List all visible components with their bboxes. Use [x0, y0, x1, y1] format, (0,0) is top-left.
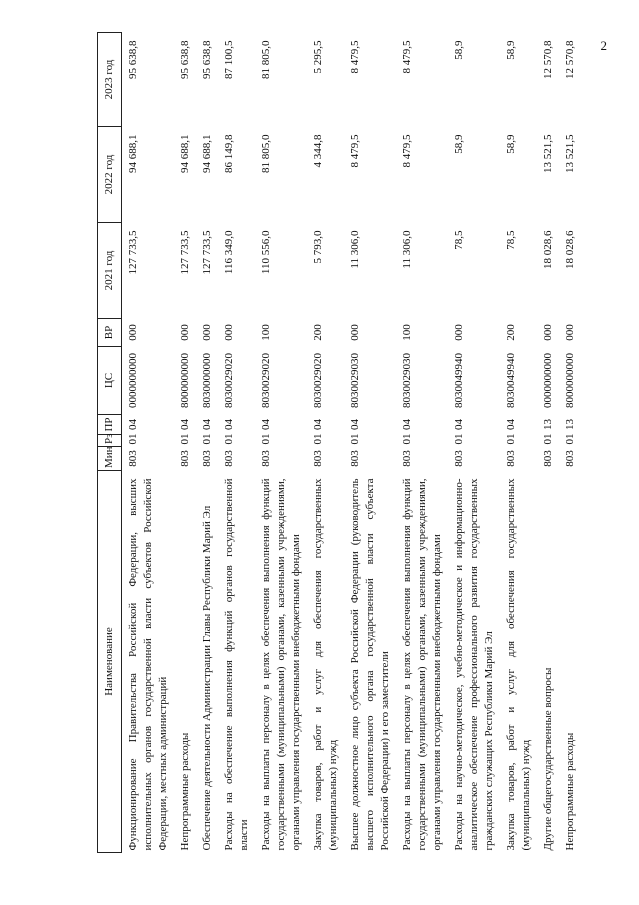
row-rz: 01 [349, 433, 361, 445]
row-pr: 13 [542, 419, 554, 430]
row-2023: 12 570,8 [542, 40, 554, 79]
row-vr: 100 [260, 324, 272, 341]
row-2021: 116 349,0 [223, 230, 235, 275]
row-pr: 04 [127, 419, 139, 430]
table-row [500, 33, 537, 853]
table-row [174, 33, 196, 853]
header-row [98, 33, 122, 853]
row-min: 803 [260, 450, 272, 467]
header-min: Мин [98, 447, 122, 471]
row-2023: 8 479,5 [401, 40, 413, 74]
row-2022: 13 521,5 [564, 134, 576, 173]
header-2021: 2021 год [98, 223, 122, 319]
page-number: 2 [600, 38, 607, 53]
row-rz: 01 [127, 433, 139, 445]
row-rz: 01 [564, 433, 576, 445]
table-row [559, 33, 581, 853]
row-2023: 81 805,0 [260, 40, 272, 79]
row-2022: 81 805,0 [260, 134, 272, 173]
row-name: Расходы на выплаты персоналу в целях обеспечения выполнения функций государственными (муниципальными) органами, казенными учреждениями, органами управления государственными внебюджетными фондами [401, 478, 443, 851]
row-min: 803 [223, 450, 235, 467]
row-2021: 127 733,5 [179, 230, 191, 275]
row-min: 803 [542, 450, 554, 467]
table-row [344, 33, 396, 853]
row-vr: 000 [349, 324, 361, 341]
row-2022: 8 479,5 [401, 134, 413, 168]
row-rz: 01 [542, 433, 554, 445]
header-name: Наименование [98, 471, 122, 853]
row-2022: 58,9 [505, 134, 517, 154]
row-min: 803 [127, 450, 139, 467]
row-2021: 11 306,0 [349, 230, 361, 269]
row-vr: 000 [179, 324, 191, 341]
row-cs: 8030000000 [201, 353, 213, 408]
table-header [98, 33, 122, 853]
header-rz: Рз [98, 435, 122, 447]
row-rz: 01 [505, 433, 517, 445]
row-cs: 8030029020 [312, 353, 324, 408]
row-2022: 8 479,5 [349, 134, 361, 168]
row-name: Непрограммные расходы [179, 732, 191, 851]
row-cs: 8000000000 [179, 353, 191, 408]
row-cs: 8030029030 [349, 353, 361, 408]
row-min: 803 [201, 450, 213, 467]
row-name: Другие общегосударственные вопросы [542, 667, 554, 851]
row-2023: 58,9 [453, 40, 465, 60]
row-pr: 04 [453, 419, 465, 430]
row-vr: 000 [564, 324, 576, 341]
row-name: Обеспечение деятельности Администрации Главы Республики Марий Эл [201, 505, 213, 851]
row-2022: 58,9 [453, 134, 465, 154]
header-2022: 2022 год [98, 127, 122, 223]
row-2023: 95 638,8 [127, 40, 139, 79]
header-2023: 2023 год [98, 33, 122, 127]
row-rz: 01 [312, 433, 324, 445]
row-cs: 8030029020 [260, 353, 272, 408]
row-pr: 04 [223, 419, 235, 430]
table-row [122, 33, 175, 853]
row-rz: 01 [223, 433, 235, 445]
row-2023: 58,9 [505, 40, 517, 60]
budget-table [97, 32, 581, 853]
row-min: 803 [401, 450, 413, 467]
row-2021: 11 306,0 [401, 230, 413, 269]
row-cs: 8030029020 [223, 353, 235, 408]
row-cs: 0000000000 [542, 353, 554, 408]
row-2021: 127 733,5 [127, 230, 139, 275]
row-rz: 01 [401, 433, 413, 445]
row-2021: 78,5 [505, 230, 517, 250]
table-row [196, 33, 218, 853]
row-2023: 95 638,8 [179, 40, 191, 79]
row-min: 803 [349, 450, 361, 467]
row-name: Функционирование Правительства Российской Федерации, высших исполнительных органов государственной власти субъектов Российской Федерации, местных администраций [127, 478, 169, 851]
row-2021: 5 793,0 [312, 230, 324, 264]
header-vr: ВР [98, 319, 122, 347]
table-row [448, 33, 500, 853]
row-name: Расходы на выплаты персоналу в целях обеспечения выполнения функций государственными (муниципальными) органами, казенными учреждениями, органами управления государственными внебюджетными фондами [260, 478, 302, 851]
row-2023: 5 295,5 [312, 40, 324, 74]
table-row [218, 33, 255, 853]
row-vr: 200 [505, 324, 517, 341]
row-2022: 94 688,1 [127, 134, 139, 173]
row-2022: 94 688,1 [201, 134, 213, 173]
row-pr: 04 [312, 419, 324, 430]
table-row [396, 33, 448, 853]
row-name: Закупка товаров, работ и услуг для обеспечения государственных (муниципальных) нужд [312, 478, 339, 851]
row-vr: 000 [201, 324, 213, 341]
row-name: Закупка товаров, работ и услуг для обеспечения государственных (муниципальных) нужд [505, 478, 532, 851]
row-2021: 18 028,6 [564, 230, 576, 269]
row-min: 803 [179, 450, 191, 467]
row-2022: 86 149,8 [223, 134, 235, 173]
row-rz: 01 [179, 433, 191, 445]
table-row [255, 33, 307, 853]
row-pr: 13 [564, 419, 576, 430]
row-2022: 94 688,1 [179, 134, 191, 173]
row-vr: 000 [453, 324, 465, 341]
row-vr: 000 [127, 324, 139, 341]
row-2021: 18 028,6 [542, 230, 554, 269]
row-rz: 01 [201, 433, 213, 445]
row-vr: 000 [223, 324, 235, 341]
row-2023: 87 100,5 [223, 40, 235, 79]
header-cs: ЦС [98, 347, 122, 415]
table-body [122, 33, 582, 853]
row-2023: 95 638,8 [201, 40, 213, 79]
row-cs: 8030049940 [505, 353, 517, 408]
row-cs: 0000000000 [127, 353, 139, 408]
row-cs: 8030049940 [453, 353, 465, 408]
table-row [307, 33, 344, 853]
row-pr: 04 [401, 419, 413, 430]
header-pr: ПР [98, 415, 122, 435]
row-pr: 04 [201, 419, 213, 430]
row-cs: 8030029030 [401, 353, 413, 408]
row-2021: 127 733,5 [201, 230, 213, 275]
row-2023: 12 570,8 [564, 40, 576, 79]
row-2022: 4 344,8 [312, 134, 324, 168]
row-2023: 8 479,5 [349, 40, 361, 74]
row-name: Расходы на обеспечение выполнения функций органов государственной власти [223, 478, 250, 851]
row-name: Расходы на научно-методическое, учебно-методическое и информационно-аналитическое обеспечение профессионального развития государственных гражданских служащих Республики Марий Эл [453, 478, 495, 851]
row-min: 803 [564, 450, 576, 467]
rotated-table-container [97, 33, 639, 853]
row-name: Непрограммные расходы [564, 732, 576, 851]
row-name: Высшее должностное лицо субъекта Российской Федерации (руководитель высшего исполнительного органа государственной власти субъекта Российской Федерации) и его заместители [349, 478, 391, 851]
row-cs: 8000000000 [564, 353, 576, 408]
row-pr: 04 [505, 419, 517, 430]
row-pr: 04 [179, 419, 191, 430]
row-min: 803 [505, 450, 517, 467]
row-rz: 01 [260, 433, 272, 445]
row-pr: 04 [349, 419, 361, 430]
row-2021: 78,5 [453, 230, 465, 250]
row-pr: 04 [260, 419, 272, 430]
row-min: 803 [312, 450, 324, 467]
row-min: 803 [453, 450, 465, 467]
row-rz: 01 [453, 433, 465, 445]
row-2021: 110 556,0 [260, 230, 272, 275]
table-row [537, 33, 559, 853]
row-vr: 100 [401, 324, 413, 341]
row-vr: 000 [542, 324, 554, 341]
row-vr: 200 [312, 324, 324, 341]
row-2022: 13 521,5 [542, 134, 554, 173]
